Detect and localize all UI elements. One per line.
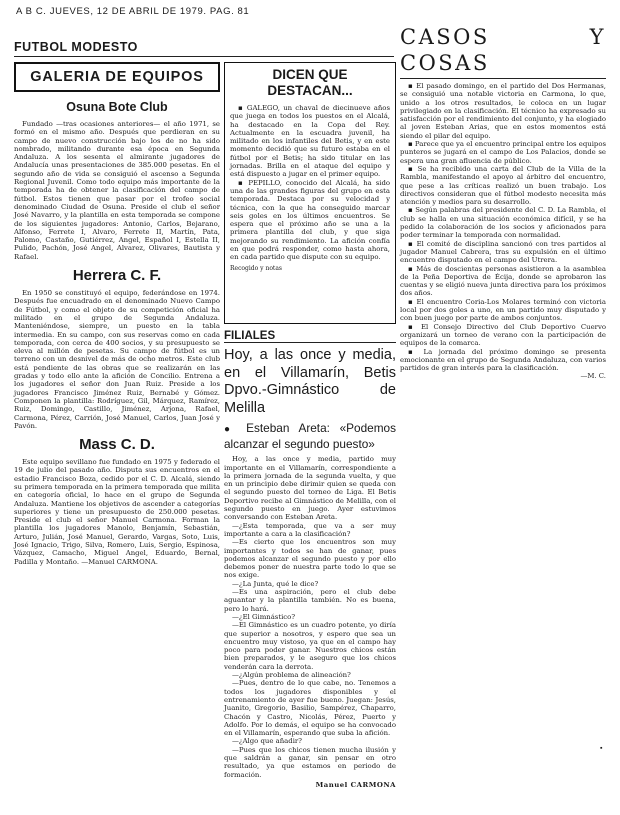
galeria-column [14, 62, 220, 810]
filiales-label: FILIALES [224, 332, 396, 343]
filiales-paragraph: —¿El Gimnástico? [232, 612, 296, 621]
middle-column [224, 62, 396, 810]
dicen-paragraph: ▪ GALEGO, un chaval de diecinueve años que juega en todos los puestos en el Alcalá, ha destacado en la Copa del Rey. Actualmente en la escuadra juvenil, ha militado en los infantiles del Betis, y en este momento decidió que su futuro estaba en el fútbol por el Betis; ha sido titular en las jornadas. Brilla en el ataque del equipo y está dispuesto a jugar en el primer equipo. [230, 104, 390, 179]
casos-paragraph: ▪ El Consejo Directivo del Club Deportivo Cuervo organizará un torneo de verano con la participación de equipos de la comarca. [400, 322, 606, 348]
club-name-osuna: Osuna Bote Club [66, 100, 168, 114]
casos-paragraph: ▪ Según palabras del presidente del C. D. La Rambla, el club se halla en una situación económica difícil, y se ha pedido la colaboración de los socios y aficionados para poder terminar la temporada con normalidad. [400, 206, 606, 240]
filiales-paragraph: —Es una aspiración, pero el club debe aguantar y la plantilla también. No es buena, pero lo hará. [224, 588, 396, 613]
page-edge-mark: ▪ [600, 745, 603, 752]
casos-title: CASOS Y COSAS [400, 24, 606, 79]
casos-paragraph: ▪ Parece que ya el encuentro principal entre los equipos punteros se jugará en el campo de Los Palacios, donde se espera una gran afluencia de público. [400, 140, 606, 165]
filiales-headline: Hoy, a las once y media, en el Villamarín, Betis Dpvo.-Gimnástico de Melilla [224, 347, 396, 416]
club-text-herrera: En 1950 se constituyó el equipo, federándose en 1974. Después fue encuadrado en el denominado Nuevo Campo de Fútbol, y como el objeto de su competición oficial ha militado en el grupo de Segunda Andaluza. Manteniéndose, siempre, un puesto en la tabla intermedia. En su campo, con sus reservas como en cada temporada, con cerca de 400 socios, y su presupuesto se eleva al millón de pesetas. Su campo de fútbol es un terreno con un desnivel de más de ocho metros. Este club está pendiente de las obras que se realizarán en las gradas y todo ello ante la afición de Concilio. Entrena a los jugadores el señor don Juan Ruiz. Preside a los jugadores Francisco Jiménez Ruiz, Bernabé y Gómez. Componen la plantilla: Rodríguez, Gil, Márquez, Ramírez, Ruiz, Domingo, Castillo, Jiménez, Arjona, Rafael, Carmona, Pérez, Carrión, José Manuel, Carlos, Juan José y Pavón. [14, 289, 220, 430]
filiales-paragraph: —El Gimnástico es un cuadro potente, yo diría que superior a nosotros, y espero que sea un encuentro muy vistoso, ya que en el campo hay poco para poder ganar. Nuestros chicos están bien preparados, y le aseguro que los chicos venderán cara la derrota. [224, 621, 396, 671]
dicen-title: DICEN QUE DESTACAN... [267, 67, 353, 98]
club-name-mass: Mass C. D. [79, 436, 155, 454]
galeria-title-box [14, 62, 220, 92]
dicen-box [224, 62, 396, 324]
filiales-paragraph: —Pues que los chicos tienen mucha ilusión y que saldrán a ganar, sin pensar en otro resultado, ya que estamos en periodo de formación. [224, 745, 396, 779]
filiales-paragraph: —Es cierto que los encuentros son muy importantes y todos se han de ganar, pues podemos alcanzar el segundo puesto y por ello debemos poner de nuestra parte todo lo que se nos exige. [224, 538, 396, 580]
filiales-paragraph: —¿La Junta, qué le dice? [232, 579, 319, 588]
dicen-paragraph: ▪ PEPILLO, conocido del Alcalá, ha sido una de las grandes figuras del grupo en esta temporada. Destaca por su velocidad y técnica, con la que ha conseguido marcar seis goles en los últimos encuentros. Se espera que el próximo año se una a la primera plantilla del club, y que siga mejorando su rendimiento. La afición confía en que podrá responder, como hasta ahora, en cada partido que dispute con su equipo. [230, 178, 390, 262]
club-text-mass: Este equipo sevillano fue fundado en 1975 y federado el 19 de julio del pasado año. Disputa sus encuentros en el estadio Francisco Boza, cedido por el C. D. Alcalá, siendo su primera temporada en la primera temporada que milita en categoría oficial, lo hace en el grupo de Segunda Andaluza. Mantiene los objetivos de ascender a categorías superiores y tiene un presupuesto de 250.000 pesetas. Preside el club el señor Manuel Carmona. Forman la plantilla los jugadores Manolo, Benjamín, Sebastián, Arturo, Julián, José Manuel, Gerardo, Vargas, Soto, Luis, José Ignacio, Trigo, Silva, Romero, Luis, Sergio, Espinosa, Vázquez, Camacho, Miguel Angel, Eduardo, Bernal, Padilla y Montaño. —Manuel CARMONA. [14, 458, 220, 566]
galeria-title: GALERIA DE EQUIPOS [30, 69, 204, 85]
casos-paragraph: ▪ La jornada del próximo domingo se presenta emocionante en el grupo de Segunda Andaluza, con varios partidos de gran interés para la clasificación. [400, 347, 606, 373]
filiales-paragraph: —¿Esta temporada, que va a ser muy importante a cara a la clasificación? [224, 521, 396, 538]
filiales-paragraph: Hoy, a las once y media, partido muy importante en el Villamarín, correspondiente a la primera jornada de la segunda vuelta, y que en un principio debe dirimir quien se queda con el segundo puesto del torneo de Liga. El Betis Deportivo recibe al Gimnástico de Melilla, con el segundo puesto en juego. Ayer estuvimos conversando con Esteban Areta. [224, 455, 396, 522]
casos-paragraph: ▪ Se ha recibido una carta del Club de la Villa de la Rambla, manifestando el apoyo al árbitro del encuentro, que pese a las críticas realizó un buen trabajo. Los directivos consideran que el fútbol modesto necesita más atención y medios para su desarrollo. [400, 164, 606, 207]
casos-paragraph: ▪ El pasado domingo, en el partido del Dos Hermanas, se consiguió una notable victoria en Carmona, lo que, unido a los otros resultados, le coloca en un lugar privilegiado en la clasificación. El técnico ha expresado su satisfacción por el rendimiento del conjunto, y ha elogiado al joven Esteban Arias, que en estos momentos está siendo el pilar del equipo. [400, 82, 606, 140]
dicen-signature: Recogido y notas [230, 264, 283, 272]
filiales-subhead-text: Esteban Areta: «Podemos alcanzar el segundo puesto» [224, 421, 397, 452]
casos-paragraph: ▪ Más de doscientas personas asistieron a la asamblea de la Peña Deportiva de Écija, donde se aprobaron las cuentas y se eligió nueva junta directiva para los próximos dos años. [400, 264, 606, 298]
page-header [16, 6, 606, 20]
filiales-subhead [224, 421, 396, 451]
filiales-paragraph: —¿Algo que añadir? [232, 737, 302, 746]
section-label: FUTBOL MODESTO [14, 40, 138, 54]
club-text-osuna: Fundado —tras ocasiones anteriores— el año 1971, se formó en el mismo año. Después que perdieran en su campo de nuevo construcción bajo los de no ha sido nombrado, militando durante esa época en Segunda Andaluza. A los sesenta el almirante jugadores de Andalucía unas presentaciones de 385.000 pesetas. En el segundo año de vida se consiguió el ascenso a Segunda Regional Juvenil. Como todo equipo más importante de la temporada ha de obtener la clasificación del campo de fútbol. Estos tienen que pasar por el trofeo social denominado Ciudad de Osuna. Preside el club el señor José Navarro, y la plantilla en esta temporada se compone de los siguientes jugadores: Antonio, Carlos, Bejarano, Alfonso, Ferrete I, Alvaro, Ferrete II, Martín, Pata, Palomo, Castaño, Gutiérrez, Angel, Español I, Estella II, Pulido, Pachón, José Angel, Alvarez, Olivares, Bautista y Rafael. [14, 120, 220, 261]
bullet-icon: ● [224, 424, 237, 436]
club-name-herrera: Herrera C. F. [72, 267, 162, 285]
filiales-paragraph: —Pues, dentro de lo que cabe, no. Tenemos a todos los jugadores disponibles y el entrenamiento de ayer fue bueno. Juegan: Jesús, Juanito, Gregorio, Basilio, Sampérez, Chaparro, Chacón y Castro, Nicolás, Pérez, Puerto y Adolfo. Por lo demás, el equipo se ha convocado en el Villamarín, esperando que suba la afición. [224, 679, 396, 738]
filiales-paragraph: —¿Algún problema de alineación? [232, 671, 351, 680]
casos-paragraph: ▪ El encuentro Coria-Los Molares terminó con victoria local por dos goles a uno, en un partido muy disputado y con buen juego por parte de ambos conjuntos. [400, 297, 606, 323]
casos-paragraph: ▪ El comité de disciplina sancionó con tres partidos al jugador Manuel Cabrera, tras su expulsión en el último encuentro disputado en el campo del Utrera. [400, 239, 606, 265]
casos-signature: —M. C. [580, 372, 606, 381]
header-line: A B C. JUEVES, 12 DE ABRIL DE 1979. PAG. 81 [16, 6, 250, 17]
filiales-signature: Manuel CARMONA [315, 780, 396, 789]
casos-column [400, 24, 606, 810]
section-rule [14, 56, 394, 57]
